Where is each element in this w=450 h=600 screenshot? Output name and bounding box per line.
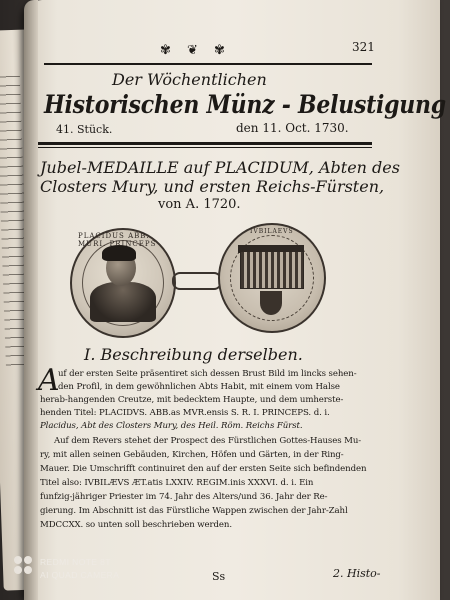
medal-link-ornament (172, 272, 222, 290)
body-line: Auf dem Revers stehet der Prospect des Fürstlichen Gottes-Hauses Mu- (54, 436, 362, 446)
medal-title-line3: von A. 1720. (158, 197, 241, 212)
body-line: gierung. Im Abschnitt ist das Fürstliche Wappen zwischen der Jahr-Zahl (40, 506, 348, 516)
periodical-title-line1: Der Wöchentlichen (112, 70, 267, 89)
periodical-title-line2: Historischen Münz - Belustigung (44, 90, 446, 119)
medal-obverse (70, 228, 176, 338)
header-bottom-rule-thin (38, 147, 372, 148)
page-gutter (24, 0, 38, 600)
issue-date: den 11. Oct. 1730. (236, 121, 349, 135)
body-line: funfzig-jähriger Priester im 74. Jahr des Alters/und 36. Jahr der Re- (40, 492, 328, 502)
body-line: Titel also: IVBILÆVS ÆT.atis LXXIV. REGIM.inis XXXVI. d. i. Ein (40, 478, 314, 488)
reverse-legend: IVBILAEVS (250, 228, 294, 235)
body-line: Mauer. Die Umschrifft continuiret den auf der ersten Seite sich befindenden (40, 464, 367, 474)
signature-mark: Ss (212, 570, 226, 583)
monastery-prospect (240, 251, 304, 289)
body-line: ry, mit allen seinen Gebäuden, Kirchen, Höfen und Gärten, in der Ring- (40, 450, 344, 460)
watermark-line2: AI QUAD CAMERA (40, 570, 120, 580)
header-bottom-rule (38, 142, 372, 145)
page-number: 321 (352, 40, 375, 54)
body-line: uf der ersten Seite präsentiret sich dessen Brust Bild im lincks sehen- (58, 369, 357, 379)
medal-reverse (218, 223, 326, 333)
issue-number: 41. Stück. (56, 123, 113, 136)
drop-cap: A (38, 363, 60, 398)
medal-title-line2: Closters Mury, und ersten Reichs-Fürsten, (40, 177, 385, 196)
medal-title-line1: Jubel-MEDAILLE auf PLACIDUM, Abten des (40, 158, 400, 177)
header-ornaments: ✾ ❦ ✾ (160, 43, 231, 58)
body-line: herab-hangenden Creutze, mit bedecktem Haupte, und dem umherste- (40, 395, 344, 405)
catchword: 2. Histo- (333, 567, 381, 580)
coat-of-arms-icon (260, 291, 282, 315)
obverse-legend: PLACIDUS ABB. MURI. PRINCEPS (78, 232, 157, 248)
abbot-bust-body (90, 282, 156, 322)
body-line: den Profil, in dem gewöhnlichen Abts Habit, mit einem vom Halse (58, 382, 340, 392)
header-top-rule (44, 63, 372, 65)
body-line: henden Titel: PLACIDVS. ABB.as MVR.ensis S. R. I. PRINCEPS. d. i. (40, 408, 330, 418)
body-line: Placidus, Abt des Closters Mury, des Heil. Röm. Reichs Fürst. (40, 421, 303, 431)
body-line: MDCCXX. so unten soll beschrieben werden. (40, 520, 232, 530)
watermark-line1: REDMI NOTE 8T (40, 557, 111, 567)
section-heading: I. Beschreibung derselben. (84, 345, 303, 364)
